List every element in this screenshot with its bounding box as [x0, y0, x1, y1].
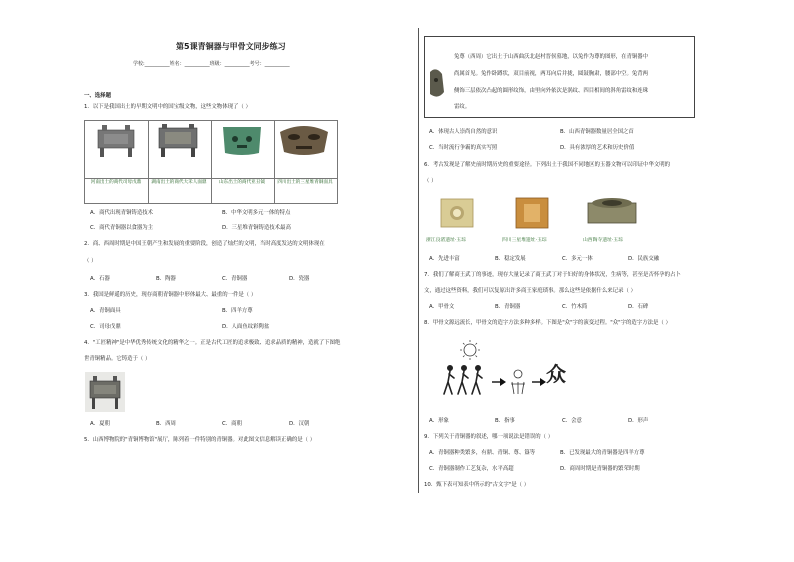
- ding-photo: [85, 372, 125, 412]
- arrow-right-icon: [492, 378, 506, 386]
- q7-stem: 7．我们了解商王武丁的事迹，现存大量记录了商王武丁对于妇好的身体状况，生病等，甚至是否怀孕的占卜: [424, 272, 681, 278]
- q3-option-d[interactable]: D．人面鱼纹彩陶盆: [222, 324, 270, 330]
- q8-option-a[interactable]: A．形象: [429, 418, 449, 424]
- q2-option-c[interactable]: C．青铜器: [222, 276, 248, 282]
- q1-caption-1: 河南出土的商代司母戊鼎: [90, 180, 142, 185]
- q5-stem: 5．山西博物院的"青铜博物馆"展厅，陈列着一件特别的青铜器。对此图文信息解读正确的是（ ）: [84, 437, 316, 443]
- q9-option-c[interactable]: C．青铜器制作工艺复杂，水平高超: [429, 466, 514, 472]
- q6-option-c[interactable]: C．多元一体: [562, 256, 593, 262]
- q2-option-d[interactable]: D．瓷器: [289, 276, 310, 282]
- q5-info-line-3: 侧饰三层依次凸起的圆形纹饰，由里向外依次是涡纹、四目相间的斜角雷纹和连珠: [454, 88, 649, 94]
- jade-cong-2-icon: [510, 195, 554, 231]
- q6-option-d[interactable]: D．民族交融: [628, 256, 660, 262]
- q1-option-b[interactable]: B．中华文明多元一体的特点: [222, 210, 291, 216]
- q4-stem-cont: 世青铜精品。它铸造于（ ）: [84, 356, 151, 362]
- q8-option-c[interactable]: C．会意: [562, 418, 582, 424]
- q1-stem: 1．以下是我国出土的早期文明中的国宝级文物，这些文物体现了（ ）: [84, 104, 251, 110]
- q8-option-b[interactable]: B．指事: [495, 418, 515, 424]
- q4-option-a[interactable]: A．夏朝: [90, 421, 110, 427]
- q4-option-c[interactable]: C．商朝: [222, 421, 242, 427]
- q9-option-d[interactable]: D．商周时期是青铜器的繁荣时期: [560, 466, 640, 472]
- q2-option-a[interactable]: A．石器: [90, 276, 110, 282]
- rabbit-zun-icon: [426, 66, 448, 106]
- q8-stem: 8．甲骨文源远流长，甲骨文的造字方法多种多样。下图是"众"字的演变过程。"众"字的造字方法是（ ）: [424, 320, 671, 326]
- yue-axe-icon: [217, 123, 267, 157]
- q7-option-c[interactable]: C．竹木简: [562, 304, 588, 310]
- page-title: 第5课青铜器与甲骨文同步练习: [176, 42, 286, 51]
- q8-option-d[interactable]: D．形声: [628, 418, 649, 424]
- q1-caption-3: 山东出土的商代亚丑钺: [219, 180, 265, 185]
- q9-option-a[interactable]: A．青铜器种类繁多，有鼎、青铜、尊、簋等: [429, 450, 536, 456]
- sun-icon: [460, 340, 480, 360]
- q5-option-d[interactable]: D．具有浓厚的艺术和历史价值: [560, 145, 635, 151]
- bronze-mask-icon: [276, 122, 332, 158]
- q3-option-c[interactable]: C．司母戊鼎: [90, 324, 121, 330]
- q5-info-line-1: 兔尊（西周）它出土于山西曲沃北赵村晋侯墓地，以兔作为尊的图形，在青铜器中: [454, 54, 649, 60]
- q3-stem: 3．我国是鲜遥的历史，现存商朝青铜器中形体最大、最重的一件是（ ）: [84, 292, 257, 298]
- section-heading: 一、选择题: [84, 93, 111, 99]
- ding-vessel-icon: [92, 124, 140, 158]
- walking-figures-icon: [444, 366, 482, 394]
- q3-option-a[interactable]: A．青铜面具: [90, 308, 121, 314]
- q2-stem: 2．商、西周时期是中国王朝产生和发展的重要阶段，创造了灿烂的文明，当时高度发达的文明体现在: [84, 241, 325, 247]
- q6-caption-3: 山西陶寺遗址·玉琮: [583, 238, 623, 243]
- student-info-line: 学校:__________姓名：__________班级：__________考号：__________: [133, 61, 290, 67]
- q2-stem-cont: （ ）: [84, 258, 97, 264]
- q7-stem-cont: 文，通过这些资料，我们可以复原出许多商王家庭琐事。那么这些是依据什么来记录（ ）: [424, 288, 636, 294]
- q6-option-b[interactable]: B．稳定发展: [495, 256, 526, 262]
- q6-stem: 6．考古发现是了解史前时期历史的重要途径。下列出土于我国不同地区的玉器文物可以印证中华文明的: [424, 162, 671, 168]
- q9-stem: 9．下列关于青铜器的叙述，哪一项说法是错误的（ ）: [424, 434, 554, 440]
- jade-cong-icon: [437, 195, 477, 231]
- q1-option-d[interactable]: D．三星堆青铜铸造技术最高: [222, 225, 291, 231]
- q4-option-d[interactable]: D．汉朝: [289, 421, 310, 427]
- bronze-pot-icon: [152, 123, 204, 158]
- jade-cong-3-icon: [584, 195, 640, 227]
- q5-info-line-2: 尚属首见。兔作卧蹲状，双目前视，两耳向后并拢，圆鼓胸肃，腰部中空。兔背两: [454, 71, 649, 77]
- q5-info-line-4: 雷纹。: [454, 104, 471, 110]
- q3-option-b[interactable]: B．四羊方尊: [222, 308, 253, 314]
- q1-option-a[interactable]: A．商代出现青铜铸造技术: [90, 210, 153, 216]
- q1-caption-2: 湖南出土的商代大禾人面鼎: [151, 180, 207, 185]
- q1-option-c[interactable]: C．商代青铜器以食器为主: [90, 225, 154, 231]
- q6-caption-1: 浙江良渚遗址·玉琮: [426, 238, 466, 243]
- q7-option-d[interactable]: D．石碑: [628, 304, 649, 310]
- column-divider: [418, 28, 419, 493]
- q6-caption-2: 四川三星堆遗址·玉琮: [502, 238, 547, 243]
- q2-option-b[interactable]: B．陶器: [156, 276, 176, 282]
- q6-option-a[interactable]: A．先进丰富: [429, 256, 460, 262]
- q8-char-zhong: 众: [546, 362, 566, 386]
- q5-option-c[interactable]: C．当时流行争霸的真实写照: [429, 145, 498, 151]
- q5-option-a[interactable]: A．体现古人崇尚自然的意识: [429, 129, 498, 135]
- q4-stem: 4．"工匠精神"是中华优秀传统文化的精华之一。正是古代工匠的追求极致、追求品质的精神，造就了下图绝: [84, 340, 341, 346]
- q1-caption-4: 四川出土的三星堆青铜面具: [277, 180, 333, 185]
- q6-stem-cont: （ ）: [424, 178, 437, 184]
- q5-option-b[interactable]: B．山西青铜器数量居全国之首: [560, 129, 634, 135]
- q4-option-b[interactable]: B．西周: [156, 421, 176, 427]
- q7-option-a[interactable]: A．甲骨文: [429, 304, 455, 310]
- q10-stem: 10．甄下表可知表中所示的"古文字"是（ ）: [424, 482, 530, 488]
- q7-option-b[interactable]: B．青铜器: [495, 304, 521, 310]
- q9-option-b[interactable]: B．已发现最大的青铜器是四羊方尊: [560, 450, 645, 456]
